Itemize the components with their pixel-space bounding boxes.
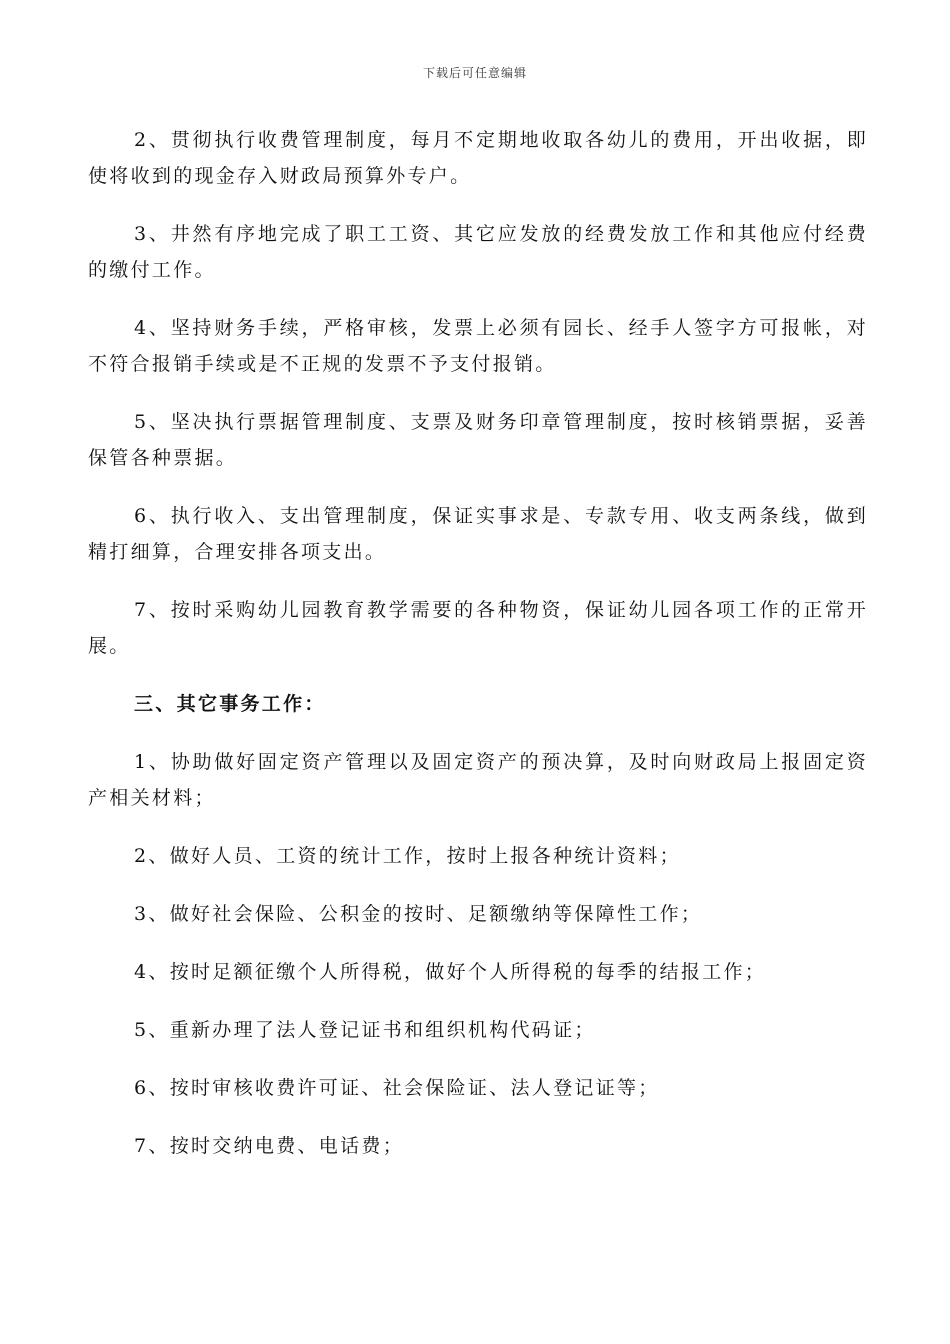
paragraph-item-3: 3、井然有序地完成了职工工资、其它应发放的经费发放工作和其他应付经费的缴付工作。 xyxy=(88,223,868,281)
other-task-item-3: 3、做好社会保险、公积金的按时、足额缴纳等保障性工作； xyxy=(134,903,703,925)
section-three-heading: 三、其它事务工作： xyxy=(134,693,326,715)
document-body xyxy=(88,122,868,1186)
paragraph-item-5: 5、坚决执行票据管理制度、支票及财务印章管理制度，按时核销票据，妥善保管各种票据。 xyxy=(88,411,868,469)
other-task-item-7: 7、按时交纳电费、电话费； xyxy=(134,1135,404,1157)
paragraph-item-6: 6、执行收入、支出管理制度，保证实事求是、专款专用、收支两条线，做到精打细算，合理安排各项支出。 xyxy=(88,505,868,563)
other-task-item-4: 4、按时足额征缴个人所得税，做好个人所得税的每季的结报工作； xyxy=(134,961,767,983)
paragraph-item-7: 7、按时采购幼儿园教育教学需要的各种物资，保证幼儿园各项工作的正常开展。 xyxy=(88,599,868,657)
other-task-item-6: 6、按时审核收费许可证、社会保险证、法人登记证等； xyxy=(134,1077,660,1099)
other-task-item-2: 2、做好人员、工资的统计工作，按时上报各种统计资料； xyxy=(134,845,681,867)
paragraph-item-2: 2、贯彻执行收费管理制度，每月不定期地收取各幼儿的费用，开出收据，即使将收到的现金存入财政局预算外专户。 xyxy=(88,129,868,187)
paragraph-item-4: 4、坚持财务手续，严格审核，发票上必须有园长、经手人签字方可报帐，对不符合报销手续或是不正规的发票不予支付报销。 xyxy=(88,317,868,375)
page-header: 下载后可任意编辑 xyxy=(422,66,527,80)
other-task-item-5: 5、重新办理了法人登记证书和组织机构代码证； xyxy=(134,1019,596,1041)
other-task-item-1: 1、协助做好固定资产管理以及固定资产的预决算，及时向财政局上报固定资产相关材料； xyxy=(88,751,868,809)
